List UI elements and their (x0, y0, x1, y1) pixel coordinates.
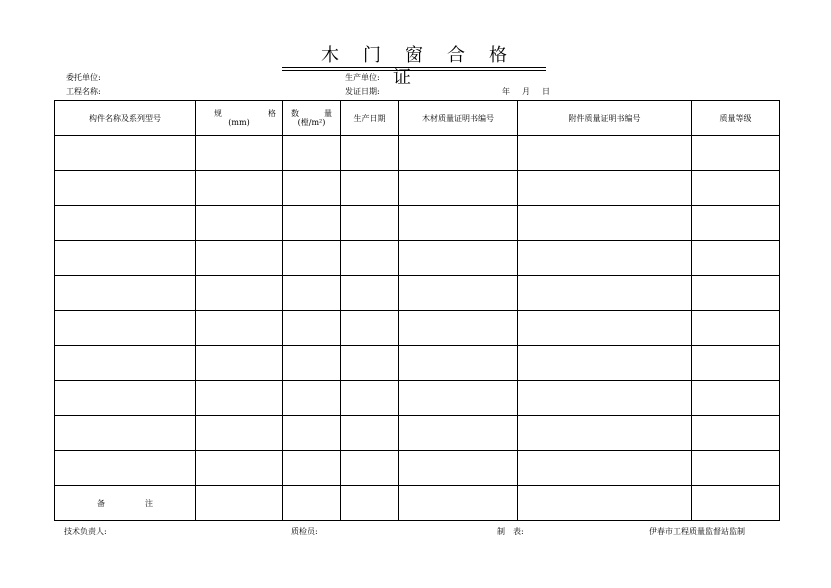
table-cell[interactable] (196, 206, 283, 241)
col-quality-grade: 质量等级 (692, 101, 780, 136)
table-cell[interactable] (399, 381, 518, 416)
table-cell[interactable] (518, 276, 692, 311)
table-cell[interactable] (55, 346, 196, 381)
table-cell[interactable] (55, 381, 196, 416)
table-cell[interactable] (55, 136, 196, 171)
table-cell[interactable] (692, 311, 780, 346)
table-cell[interactable] (692, 346, 780, 381)
inspector-label: 质检员: (291, 527, 318, 536)
col-component: 构件名称及系列型号 (55, 101, 196, 136)
table-cell[interactable] (518, 206, 692, 241)
table-cell[interactable] (341, 381, 399, 416)
table-cell[interactable] (283, 416, 341, 451)
table-cell[interactable] (196, 416, 283, 451)
table-cell[interactable] (55, 451, 196, 486)
col-qty-a: 数 (291, 109, 299, 118)
tech-lead-label: 技术负责人: (64, 527, 107, 536)
table-cell[interactable] (518, 416, 692, 451)
certificate-table (54, 100, 780, 521)
table-cell[interactable] (518, 381, 692, 416)
table-cell[interactable] (692, 136, 780, 171)
table-cell[interactable] (692, 206, 780, 241)
table-cell[interactable] (283, 381, 341, 416)
title-underline (282, 67, 546, 68)
table-cell[interactable] (283, 346, 341, 381)
remark-row (55, 486, 780, 521)
table-cell[interactable] (399, 451, 518, 486)
table-cell[interactable] (399, 206, 518, 241)
table-row (55, 381, 780, 416)
table-row (55, 241, 780, 276)
table-cell[interactable] (692, 486, 780, 521)
table-cell[interactable] (341, 276, 399, 311)
table-cell[interactable] (341, 136, 399, 171)
col-qty-b: 量 (324, 109, 332, 118)
table-row (55, 206, 780, 241)
table-header-row (55, 101, 780, 136)
table-cell[interactable] (55, 276, 196, 311)
table-cell[interactable] (399, 486, 518, 521)
prepared-by-label: 制 表: (497, 527, 524, 536)
project-label: 工程名称: (66, 87, 101, 96)
table-cell[interactable] (55, 311, 196, 346)
table-cell[interactable] (399, 241, 518, 276)
table-cell[interactable] (196, 276, 283, 311)
table-row (55, 416, 780, 451)
col-quantity (283, 101, 341, 136)
table-cell[interactable] (55, 416, 196, 451)
table-cell[interactable] (518, 171, 692, 206)
table-cell[interactable] (341, 206, 399, 241)
table-cell[interactable] (399, 416, 518, 451)
table-cell[interactable] (196, 486, 283, 521)
table-cell[interactable] (283, 451, 341, 486)
table-cell[interactable] (283, 276, 341, 311)
producer-label: 生产单位: (345, 73, 380, 82)
table-cell[interactable] (283, 171, 341, 206)
col-wood-cert: 木材质量证明书编号 (399, 101, 518, 136)
table-cell[interactable] (518, 311, 692, 346)
table-cell[interactable] (283, 206, 341, 241)
col-qty-unit: (樘/m²) (297, 118, 326, 127)
table-cell[interactable] (399, 136, 518, 171)
client-label: 委托单位: (66, 73, 101, 82)
table-cell[interactable] (341, 346, 399, 381)
table-cell[interactable] (399, 311, 518, 346)
table-row (55, 171, 780, 206)
table-cell[interactable] (692, 451, 780, 486)
table-cell[interactable] (692, 416, 780, 451)
table-cell[interactable] (399, 276, 518, 311)
table-cell[interactable] (341, 486, 399, 521)
table-cell[interactable] (399, 171, 518, 206)
table-row (55, 311, 780, 346)
issue-date-label: 发证日期: (345, 87, 380, 96)
issue-date-year: 年 (502, 87, 510, 96)
table-cell[interactable] (341, 171, 399, 206)
table-cell[interactable] (283, 241, 341, 276)
title-underline-secondary (282, 70, 546, 71)
issue-date-day: 日 (542, 87, 550, 96)
table-cell[interactable] (518, 451, 692, 486)
col-production-date: 生产日期 (341, 101, 399, 136)
table-cell[interactable] (692, 381, 780, 416)
supervisor-label: 伊春市工程质量监督站监制 (649, 527, 745, 536)
page-title: 木门窗合格证 (321, 45, 531, 88)
table-cell[interactable] (341, 241, 399, 276)
col-spec-b: 格 (268, 109, 276, 118)
table-cell[interactable] (196, 381, 283, 416)
issue-date-month: 月 (522, 87, 530, 96)
table-cell[interactable] (518, 136, 692, 171)
table-cell[interactable] (692, 276, 780, 311)
table-cell[interactable] (196, 311, 283, 346)
table-row (55, 451, 780, 486)
table-cell[interactable] (692, 241, 780, 276)
table-row (55, 346, 780, 381)
col-hardware-cert: 附件质量证明书编号 (518, 101, 692, 136)
table-row (55, 136, 780, 171)
table-cell[interactable] (55, 206, 196, 241)
table-cell[interactable] (518, 241, 692, 276)
table-cell[interactable] (399, 346, 518, 381)
table-cell[interactable] (283, 311, 341, 346)
table-row (55, 276, 780, 311)
table-cell[interactable] (518, 346, 692, 381)
table-cell[interactable] (518, 486, 692, 521)
table-cell[interactable] (196, 136, 283, 171)
table-cell[interactable] (692, 171, 780, 206)
table-cell[interactable] (341, 451, 399, 486)
table-cell[interactable] (283, 136, 341, 171)
table-cell[interactable] (196, 451, 283, 486)
col-spec (196, 101, 283, 136)
table-cell[interactable] (341, 416, 399, 451)
table-cell[interactable] (196, 346, 283, 381)
table-cell[interactable] (196, 171, 283, 206)
table-cell[interactable] (55, 171, 196, 206)
col-spec-unit: (mm) (228, 118, 250, 127)
table-cell[interactable] (196, 241, 283, 276)
table-cell[interactable] (55, 241, 196, 276)
table-cell[interactable] (341, 311, 399, 346)
table-cell[interactable] (283, 486, 341, 521)
col-spec-a: 规 (214, 109, 222, 118)
remark-label: 备注 (55, 486, 196, 521)
